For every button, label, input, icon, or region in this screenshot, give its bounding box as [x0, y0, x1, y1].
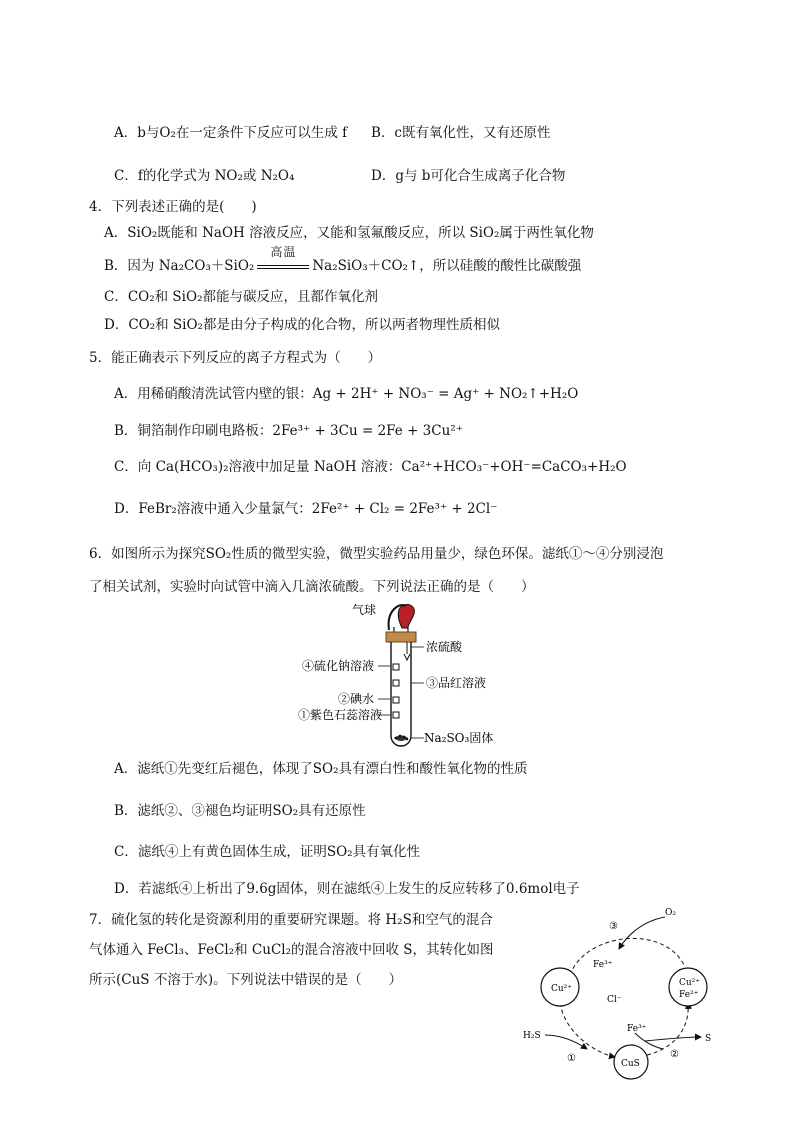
q5-stem: 5．能正确表示下列反应的离子方程式为（ ）	[89, 350, 382, 366]
q7-stem-line3: 所示(CuS 不溶于水)。下列说法中错误的是（ ）	[89, 972, 403, 988]
label-s: S	[705, 1034, 712, 1044]
label-cu2-left: Cu²⁺	[551, 984, 573, 994]
q6-option-d: D．若滤纸④上析出了9.6g固体，则在滤纸④上发生的反应转移了0.6mol电子	[114, 881, 580, 897]
label-paper-4: ④硫化钠溶液	[302, 659, 375, 673]
label-cus: CuS	[621, 1059, 640, 1069]
filter-paper-2	[393, 697, 399, 703]
q7-stem-line2: 气体通入 FeCl₃、FeCl₂和 CuCl₂的混合溶液中回收 S，其转化如图	[89, 942, 494, 958]
label-step-2: ②	[670, 1049, 679, 1060]
q6-option-c: C．滤纸④上有黄色固体生成，证明SO₂具有氧化性	[114, 844, 421, 860]
q5-option-b: B．铜箔制作印刷电路板：2Fe³⁺ + 3Cu = 2Fe + 3Cu²⁺	[114, 423, 463, 439]
q3-option-a: A．b与O₂在一定条件下反应可以生成 f	[114, 125, 348, 141]
cycle-arc-right	[647, 1003, 688, 1055]
label-h2s: H₂S	[523, 1031, 541, 1041]
label-fe2-right: Fe²⁺	[679, 990, 699, 1000]
q4-stem: 4．下列表述正确的是( )	[89, 199, 257, 215]
label-cl: Cl⁻	[607, 995, 622, 1005]
filter-paper-1	[393, 712, 399, 718]
label-fe3-top: Fe³⁺	[593, 960, 613, 970]
balloon-icon	[398, 604, 414, 628]
label-fe3-mid: Fe³⁺	[627, 1024, 647, 1034]
filter-paper-3	[393, 680, 399, 686]
q4-option-b-lhs: B．因为 Na₂CO₃＋SiO₂	[104, 258, 255, 274]
q5-option-c: C．向 Ca(HCO₃)₂溶液中加足量 NaOH 溶液：Ca²⁺+HCO₃⁻+OH⁻=CaCO₃+H₂O	[114, 459, 627, 475]
label-paper-1: ①紫色石蕊溶液	[298, 708, 383, 722]
q3-option-d: D．g与 b可化合生成离子化合物	[371, 168, 566, 184]
q5-option-a: A．用稀硝酸清洗试管内壁的银：Ag + 2H⁺ + NO₃⁻ = Ag⁺ + NO₂↑+H₂O	[114, 386, 579, 402]
o2-arrow	[619, 917, 665, 949]
q6-stem-line2: 了相关试剂，实验时向试管中滴入几滴浓硫酸。下列说法正确的是（ ）	[89, 579, 535, 595]
q7-stem-line1: 7．硫化氢的转化是资源利用的重要研究课题。将 H₂S和空气的混合	[89, 912, 493, 928]
label-balloon: 气球	[352, 603, 377, 617]
q4-option-b-rhs: Na₂SiO₃＋CO₂↑，所以硅酸的酸性比碳酸强	[312, 258, 582, 274]
q4-option-d: D．CO₂和 SiO₂都是由分子构成的化合物，所以两者物理性质相似	[104, 317, 500, 333]
q6-stem-line1: 6．如图所示为探究SO₂性质的微型实验，微型实验药品用量少，绿色环保。滤纸①～④分别浸泡	[89, 546, 664, 562]
equals-bar	[257, 265, 309, 269]
condition-high-temp: 高温	[270, 245, 297, 259]
label-paper-3: ③品红溶液	[426, 676, 487, 690]
q4-option-a: A．SiO₂既能和 NaOH 溶液反应，又能和氢氟酸反应，所以 SiO₂属于两性氧化物	[104, 225, 594, 241]
q6-option-b: B．滤纸②、③褪色均证明SO₂具有还原性	[114, 803, 366, 819]
q4-option-b	[104, 245, 582, 275]
label-step-3: ③	[609, 921, 618, 932]
rubber-stopper	[386, 632, 416, 642]
test-tube-figure	[290, 600, 520, 750]
q5-option-d: D．FeBr₂溶液中通入少量氯气：2Fe²⁺ + Cl₂ = 2Fe³⁺ + 2Cl⁻	[114, 501, 498, 517]
q4-option-c: C．CO₂和 SiO₂都能与碳反应，且都作氧化剂	[104, 289, 378, 305]
label-cu2-right: Cu²⁺	[679, 978, 701, 988]
label-paper-2: ②碘水	[338, 692, 375, 706]
label-step-1: ①	[567, 1053, 576, 1064]
s-arrow	[645, 1037, 701, 1041]
reaction-condition	[254, 245, 312, 275]
q3-option-c: C．f的化学式为 NO₂或 N₂O₄	[114, 168, 295, 184]
h2s-arrow	[545, 1035, 587, 1049]
cycle-diagram	[515, 903, 730, 1083]
label-o2: O₂	[665, 908, 676, 918]
cycle-arc-top	[570, 938, 685, 975]
q6-option-a: A．滤纸①先变红后褪色，体现了SO₂具有漂白性和酸性氧化物的性质	[114, 761, 528, 777]
filter-paper-4	[393, 664, 399, 670]
label-na2so3-solid: Na₂SO₃固体	[424, 731, 494, 745]
cycle-arc-left	[560, 1003, 615, 1057]
label-conc-sulfuric-acid: 浓硫酸	[426, 640, 463, 654]
q3-option-b: B．c既有氧化性，又有还原性	[371, 125, 551, 141]
